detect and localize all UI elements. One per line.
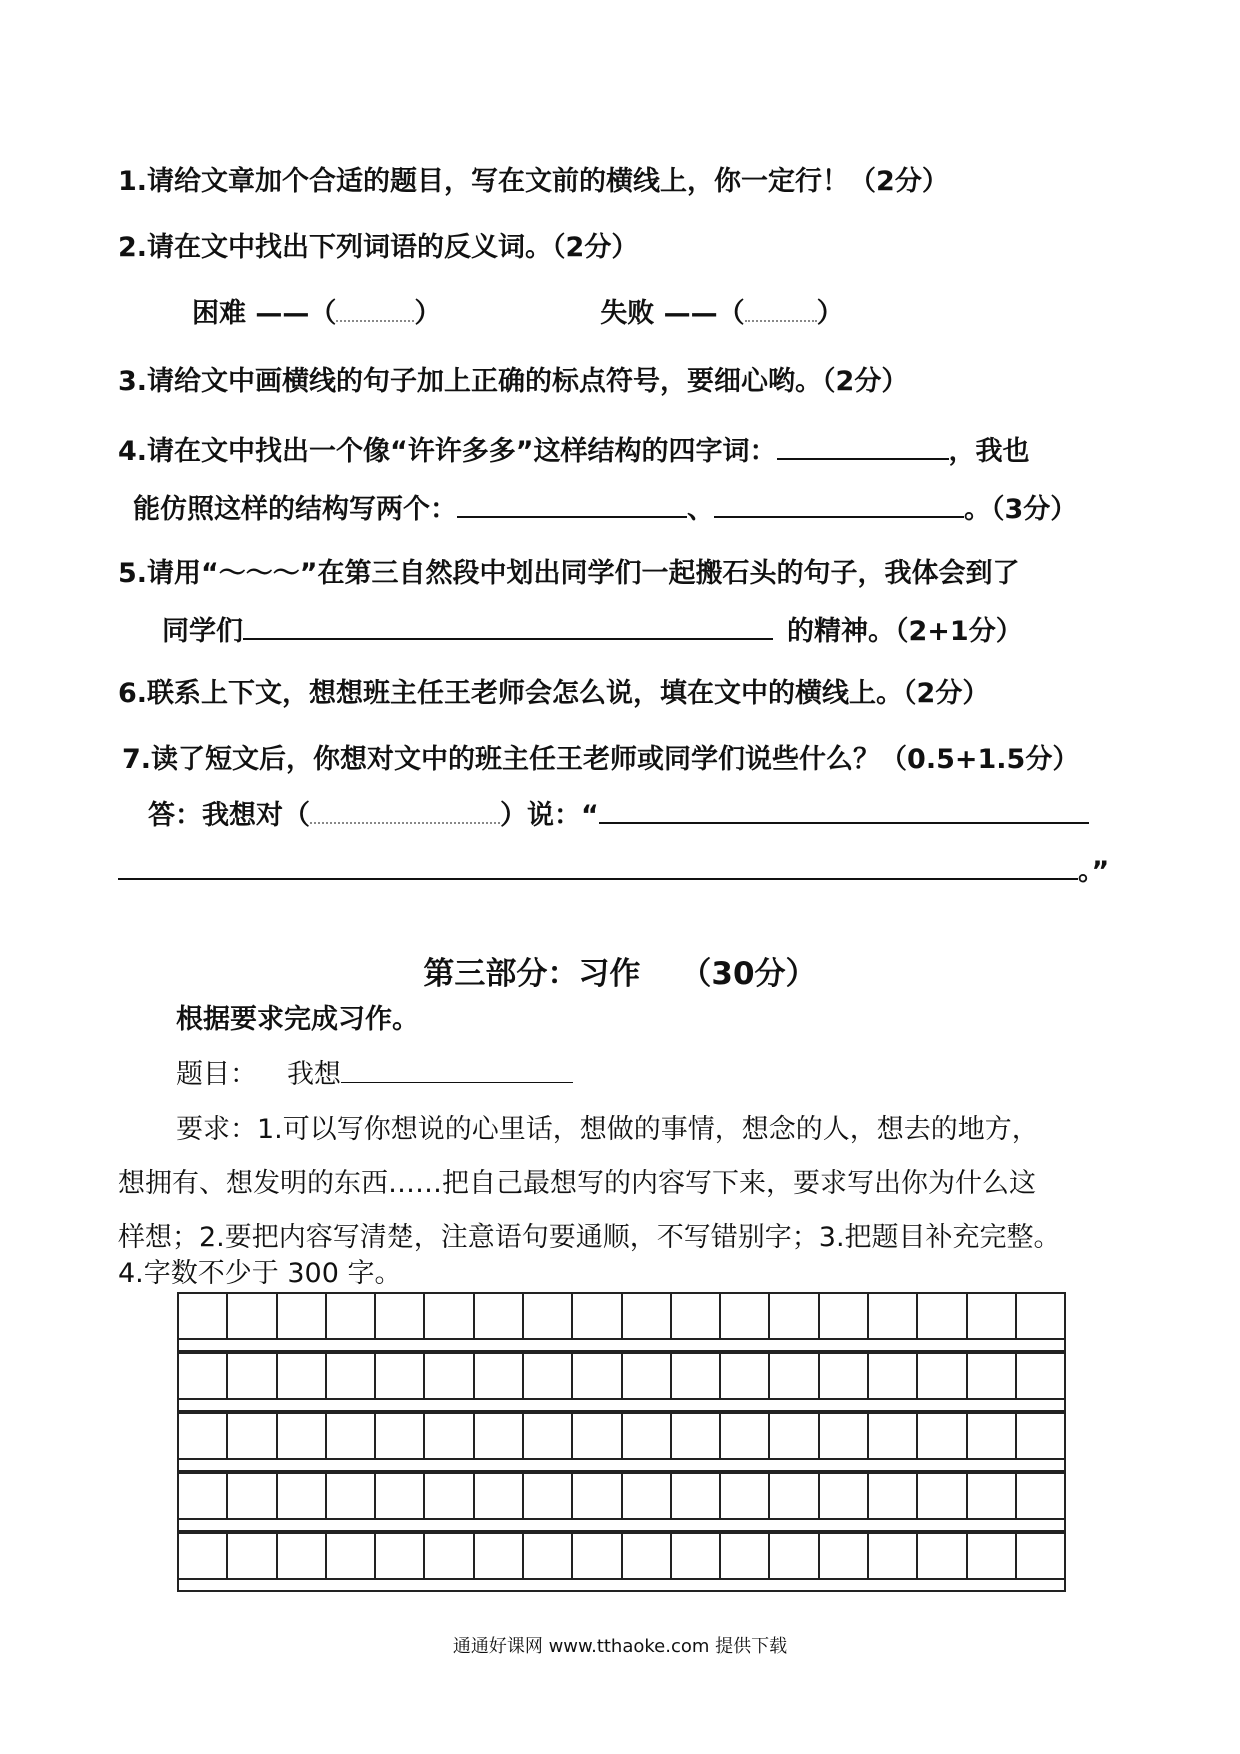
spirit-blank[interactable] — [243, 612, 773, 640]
answer-say: ）说：“ — [500, 800, 599, 831]
requirement-line-1: 要求：1.可以写你想说的心里话，想做的事情，想念的人，想去的地方， — [176, 1114, 1039, 1145]
addressee-blank[interactable] — [310, 800, 500, 824]
answer-prefix: 答：我想对（ — [148, 800, 310, 831]
answer-end: 。” — [1078, 856, 1110, 887]
grid-row[interactable] — [177, 1472, 1066, 1520]
answer-blank-2[interactable] — [118, 852, 1078, 880]
question-2: 2.请在文中找出下列词语的反义词。（2分） — [118, 232, 639, 263]
question-5-score: 的精神。（2+1分） — [787, 616, 1023, 647]
section-3-heading: 第三部分：习作 — [423, 956, 641, 992]
section-3-title — [0, 948, 1240, 993]
question-2-antonyms — [192, 296, 844, 332]
question-5-line-1: 5.请用“～～～”在第三自然段中划出同学们一起搬石头的句子，我体会到了 — [118, 558, 1020, 589]
question-1: 1.请给文章加个合适的题目，写在文前的横线上，你一定行！（2分） — [118, 166, 949, 197]
grid-gap — [177, 1580, 1066, 1592]
question-5-line-2 — [162, 612, 1023, 650]
question-7: 7.读了短文后，你想对文中的班主任王老师或同学们说些什么？（0.5+1.5分） — [122, 744, 1080, 775]
question-4-text: 4.请在文中找出一个像“许许多多”这样结构的四字词： — [118, 436, 777, 467]
antonym-close-1: ） — [414, 298, 442, 329]
question-4-separator: 、 — [687, 494, 714, 525]
question-4-line-2 — [133, 490, 1077, 528]
question-6: 6.联系上下文，想想班主任王老师会怎么说，填在文中的横线上。（2分） — [118, 678, 990, 709]
grid-row[interactable] — [177, 1352, 1066, 1400]
writing-grid[interactable] — [177, 1292, 1066, 1592]
grid-gap — [177, 1400, 1066, 1412]
footer: 通通好课网 www.tthaoke.com 提供下载 — [452, 1636, 788, 1657]
question-4-text-b: ，我也 — [948, 436, 1030, 467]
imitation-blank-1[interactable] — [457, 490, 687, 518]
grid-row[interactable] — [177, 1532, 1066, 1580]
grid-row[interactable] — [177, 1292, 1066, 1340]
antonym-word-2: 失败 ——（ — [600, 298, 745, 329]
writing-topic — [176, 1056, 573, 1093]
antonym-blank-1[interactable] — [336, 298, 414, 322]
question-4-line-1 — [118, 432, 1030, 470]
answer-blank-1[interactable] — [599, 796, 1089, 824]
question-3: 3.请给文中画横线的句子加上正确的标点符号，要细心哟。（2分） — [118, 366, 909, 397]
requirement-line-4: 4.字数不少于 300 字。 — [118, 1258, 402, 1289]
four-char-word-blank[interactable] — [777, 432, 949, 460]
antonym-close-2: ） — [816, 298, 844, 329]
antonym-word-1: 困难 ——（ — [192, 298, 337, 329]
question-7-answer — [148, 796, 1089, 834]
question-4-score: 。（3分） — [964, 494, 1078, 525]
imitation-blank-2[interactable] — [714, 490, 964, 518]
question-5-text-b: 同学们 — [162, 616, 243, 647]
grid-gap — [177, 1340, 1066, 1352]
grid-gap — [177, 1460, 1066, 1472]
question-7-answer-line-2 — [118, 852, 1109, 890]
requirement-line-2: 想拥有、想发明的东西……把自己最想写的内容写下来，要求写出你为什么这 — [118, 1168, 1036, 1199]
topic-text: 我想 — [287, 1059, 341, 1090]
question-4-text-c: 能仿照这样的结构写两个： — [133, 494, 457, 525]
topic-blank[interactable] — [341, 1056, 573, 1083]
grid-gap — [177, 1520, 1066, 1532]
grid-row[interactable] — [177, 1412, 1066, 1460]
topic-label: 题目： — [176, 1059, 257, 1090]
antonym-blank-2[interactable] — [745, 298, 817, 322]
section-3-score: （30分） — [680, 956, 817, 992]
requirement-line-3: 样想；2.要把内容写清楚，注意语句要通顺，不写错别字；3.把题目补充完整。 — [118, 1222, 1061, 1253]
writing-instruction: 根据要求完成习作。 — [176, 1004, 419, 1035]
